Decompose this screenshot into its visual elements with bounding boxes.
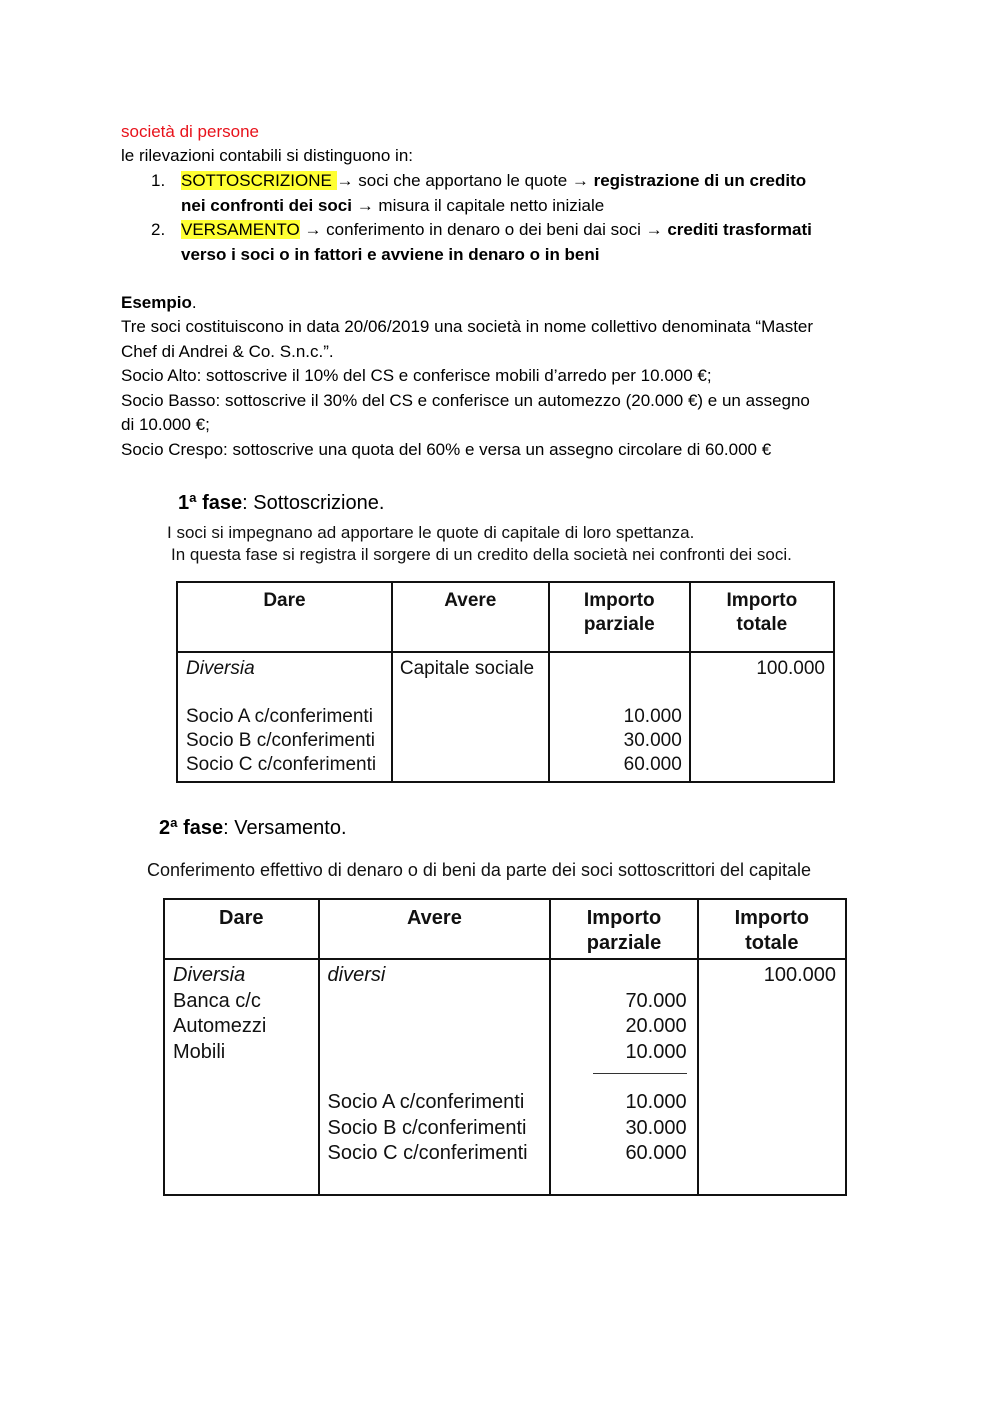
example-label-suffix: . <box>191 293 197 312</box>
list-item-sottoscrizione <box>181 169 806 218</box>
phase1-note: I soci si impegnano ad apportare le quote di capitale di loro spettanza. <box>167 523 695 542</box>
account-name: Socio B c/conferimenti <box>327 1116 527 1139</box>
account-name: Capitale sociale <box>399 658 535 679</box>
journal-table-phase2 <box>163 898 847 1196</box>
header-avere: Avere <box>319 899 551 959</box>
phase1-title-bold: 1ª fase <box>178 492 243 514</box>
phase1-title <box>178 492 384 515</box>
highlight-term: VERSAMENTO <box>181 220 300 239</box>
header-avere: Avere <box>392 582 549 652</box>
highlight-term: SOTTOSCRIZIONE <box>181 171 337 190</box>
amount: 10.000 <box>625 1091 687 1113</box>
amount: 70.000 <box>625 989 687 1012</box>
example-line: Socio Basso: sottoscrive il 30% del CS e conferisce un automezzo (20.000 €) e un assegno <box>121 391 810 410</box>
amount: 60.000 <box>623 754 682 775</box>
example-line: Socio Crespo: sottoscrive una quota del 60% e versa un assegno circolare di 60.000 € <box>121 440 772 459</box>
example-line: di 10.000 €; <box>121 415 210 434</box>
phase2-title-bold: 2ª fase <box>159 817 224 839</box>
diversi-label: Diversi <box>186 658 245 679</box>
amount: 30.000 <box>623 730 682 751</box>
account-name: Socio A c/conferimenti <box>327 1091 525 1113</box>
amount: 60.000 <box>625 1142 687 1164</box>
account-name: Mobili <box>173 1040 226 1063</box>
account-name: Socio C c/conferimenti <box>327 1142 528 1164</box>
item-text: → misura il capitale netto iniziale <box>351 195 605 215</box>
example-label-text: Esempio <box>121 293 192 312</box>
account-name: Socio B c/conferimenti <box>186 730 376 751</box>
account-name: Socio C c/conferimenti <box>186 754 377 775</box>
amount: 10.000 <box>623 706 682 727</box>
item-text: → soci che apportano le quote → <box>336 171 594 190</box>
header-importo-parziale: Importo parziale <box>550 899 697 959</box>
dare-cell <box>164 959 319 1195</box>
total-amount: 100.000 <box>756 658 825 679</box>
list-number: 2. <box>151 220 166 239</box>
phase1-title-rest: : Sottoscrizione. <box>242 492 385 514</box>
dare-cell <box>177 652 392 782</box>
avere-cell <box>392 652 549 782</box>
subtotal-rule <box>561 1065 686 1090</box>
total-amount: 100.000 <box>763 964 836 986</box>
header-dare: Dare <box>177 582 392 652</box>
item-text: → conferimento in denaro o dei beni dai soci → <box>299 220 668 239</box>
example-line: Socio Alto: sottoscrive il 10% del CS e conferisce mobili d’arredo per 10.000 €; <box>121 366 712 385</box>
diversi-label: Diversi <box>173 964 235 986</box>
amount: 30.000 <box>625 1116 687 1139</box>
item-bold-text: nei confronti dei soci <box>181 195 352 215</box>
parziale-cell <box>550 959 697 1195</box>
item-bold-text: crediti trasformati <box>667 220 812 239</box>
phase2-note: Conferimento effettivo di denaro o di beni da parte dei soci sottoscrittori del capitale <box>147 860 812 880</box>
item-bold-text: verso i soci o in fattori e avviene in denaro o in beni <box>181 244 600 264</box>
list-number: 1. <box>151 171 166 190</box>
header-dare: Dare <box>164 899 319 959</box>
example-label <box>121 291 197 316</box>
journal-table-phase1 <box>176 581 835 783</box>
account-name: Banca c/c <box>173 989 261 1012</box>
list-item-versamento <box>181 218 812 267</box>
account-name: Automezzi <box>173 1015 267 1037</box>
phase2-title-rest: : Versamento. <box>223 817 347 839</box>
parziale-cell <box>549 652 690 782</box>
header-importo-totale: Importo totale <box>698 899 846 959</box>
phase2-title <box>159 817 347 840</box>
diversi-row <box>173 963 310 989</box>
intro-lead: le rilevazioni contabili si distinguono in: <box>121 146 413 165</box>
avere-cell <box>319 959 551 1195</box>
example-line: Tre soci costituiscono in data 20/06/2019 una società in nome collettivo denominata “Master <box>121 317 814 336</box>
diversi-row <box>186 657 383 681</box>
section-heading: società di persone <box>121 122 259 141</box>
amount: 20.000 <box>625 1015 687 1037</box>
item-bold-text: registrazione di un credito <box>593 171 807 190</box>
header-importo-totale: Importo totale <box>690 582 834 652</box>
header-importo-parziale: Importo parziale <box>549 582 690 652</box>
amount: 10.000 <box>625 1040 687 1063</box>
phase1-note: In questa fase si registra il sorgere di un credito della società nei confronti dei soci. <box>171 545 792 564</box>
a-label: a <box>244 658 255 679</box>
totale-cell <box>690 652 834 782</box>
example-line: Chef di Andrei & Co. S.n.c.”. <box>121 342 334 361</box>
diversi-label: diversi <box>327 964 386 986</box>
a-label: a <box>234 964 246 986</box>
account-name: Socio A c/conferimenti <box>186 706 373 727</box>
totale-cell <box>698 959 846 1195</box>
